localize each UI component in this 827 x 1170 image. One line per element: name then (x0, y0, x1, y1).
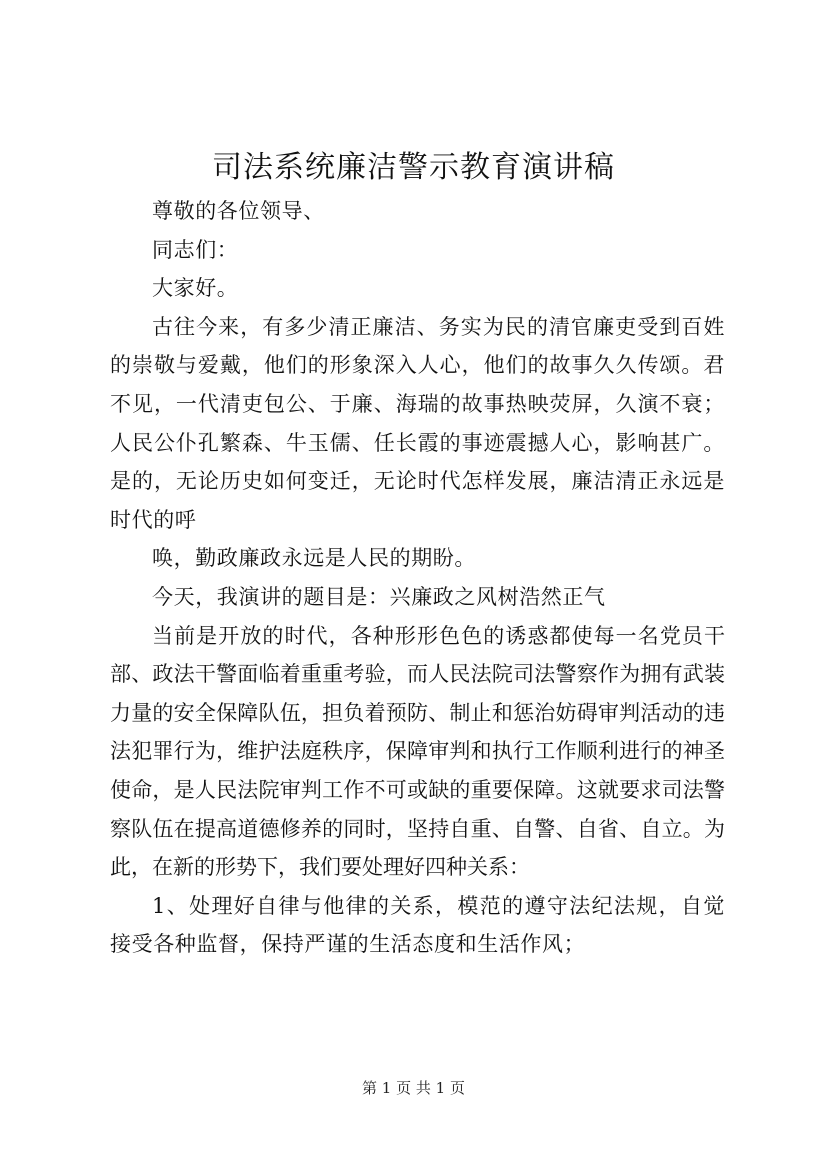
paragraph: 当前是开放的时代，各种形形色色的诱惑都使每一名党员干部、政法干警面临着重重考验，而人民法院司法警察作为拥有武装力量的安全保障队伍，担负着预防、制止和惩治妨碍审判活动的违法犯罪行为，维护法庭秩序，保障审判和执行工作顺利进行的神圣使命，是人民法院审判工作不可或缺的重要保障。这就要求司法警察队伍在提高道德修养的同时，坚持自重、自警、自省、自立。为此，在新的形势下，我们要处理好四种关系： (110, 623, 725, 880)
paragraph: 大家好。 (152, 276, 239, 301)
paragraph: 今天，我演讲的题目是：兴廉政之风树浩然正气 (152, 584, 606, 609)
paragraph: 1、处理好自律与他律的关系，模范的遵守法纪法规，自觉接受各种监督，保持严谨的生活态度和生活作风； (110, 893, 725, 957)
page-footer: 第 1 页 共 1 页 (362, 1079, 465, 1097)
document-body (110, 192, 725, 964)
page-title: 司法系统廉洁警示教育演讲稿 (212, 150, 615, 185)
paragraph: 古往今来，有多少清正廉洁、务实为民的清官廉吏受到百姓的崇敬与爱戴，他们的形象深入人心，他们的故事久久传颂。君不见，一代清吏包公、于廉、海瑞的故事热映荧屏，久演不衰；人民公仆孔繁森、牛玉儒、任长霞的事迹震撼人心，影响甚广。是的，无论历史如何变迁，无论时代怎样发展，廉洁清正永远是时代的呼 (110, 314, 725, 532)
paragraph: 唤，勤政廉政永远是人民的期盼。 (152, 546, 476, 571)
paragraph: 尊敬的各位领导、 (152, 199, 325, 223)
paragraph: 同志们： (152, 237, 239, 262)
